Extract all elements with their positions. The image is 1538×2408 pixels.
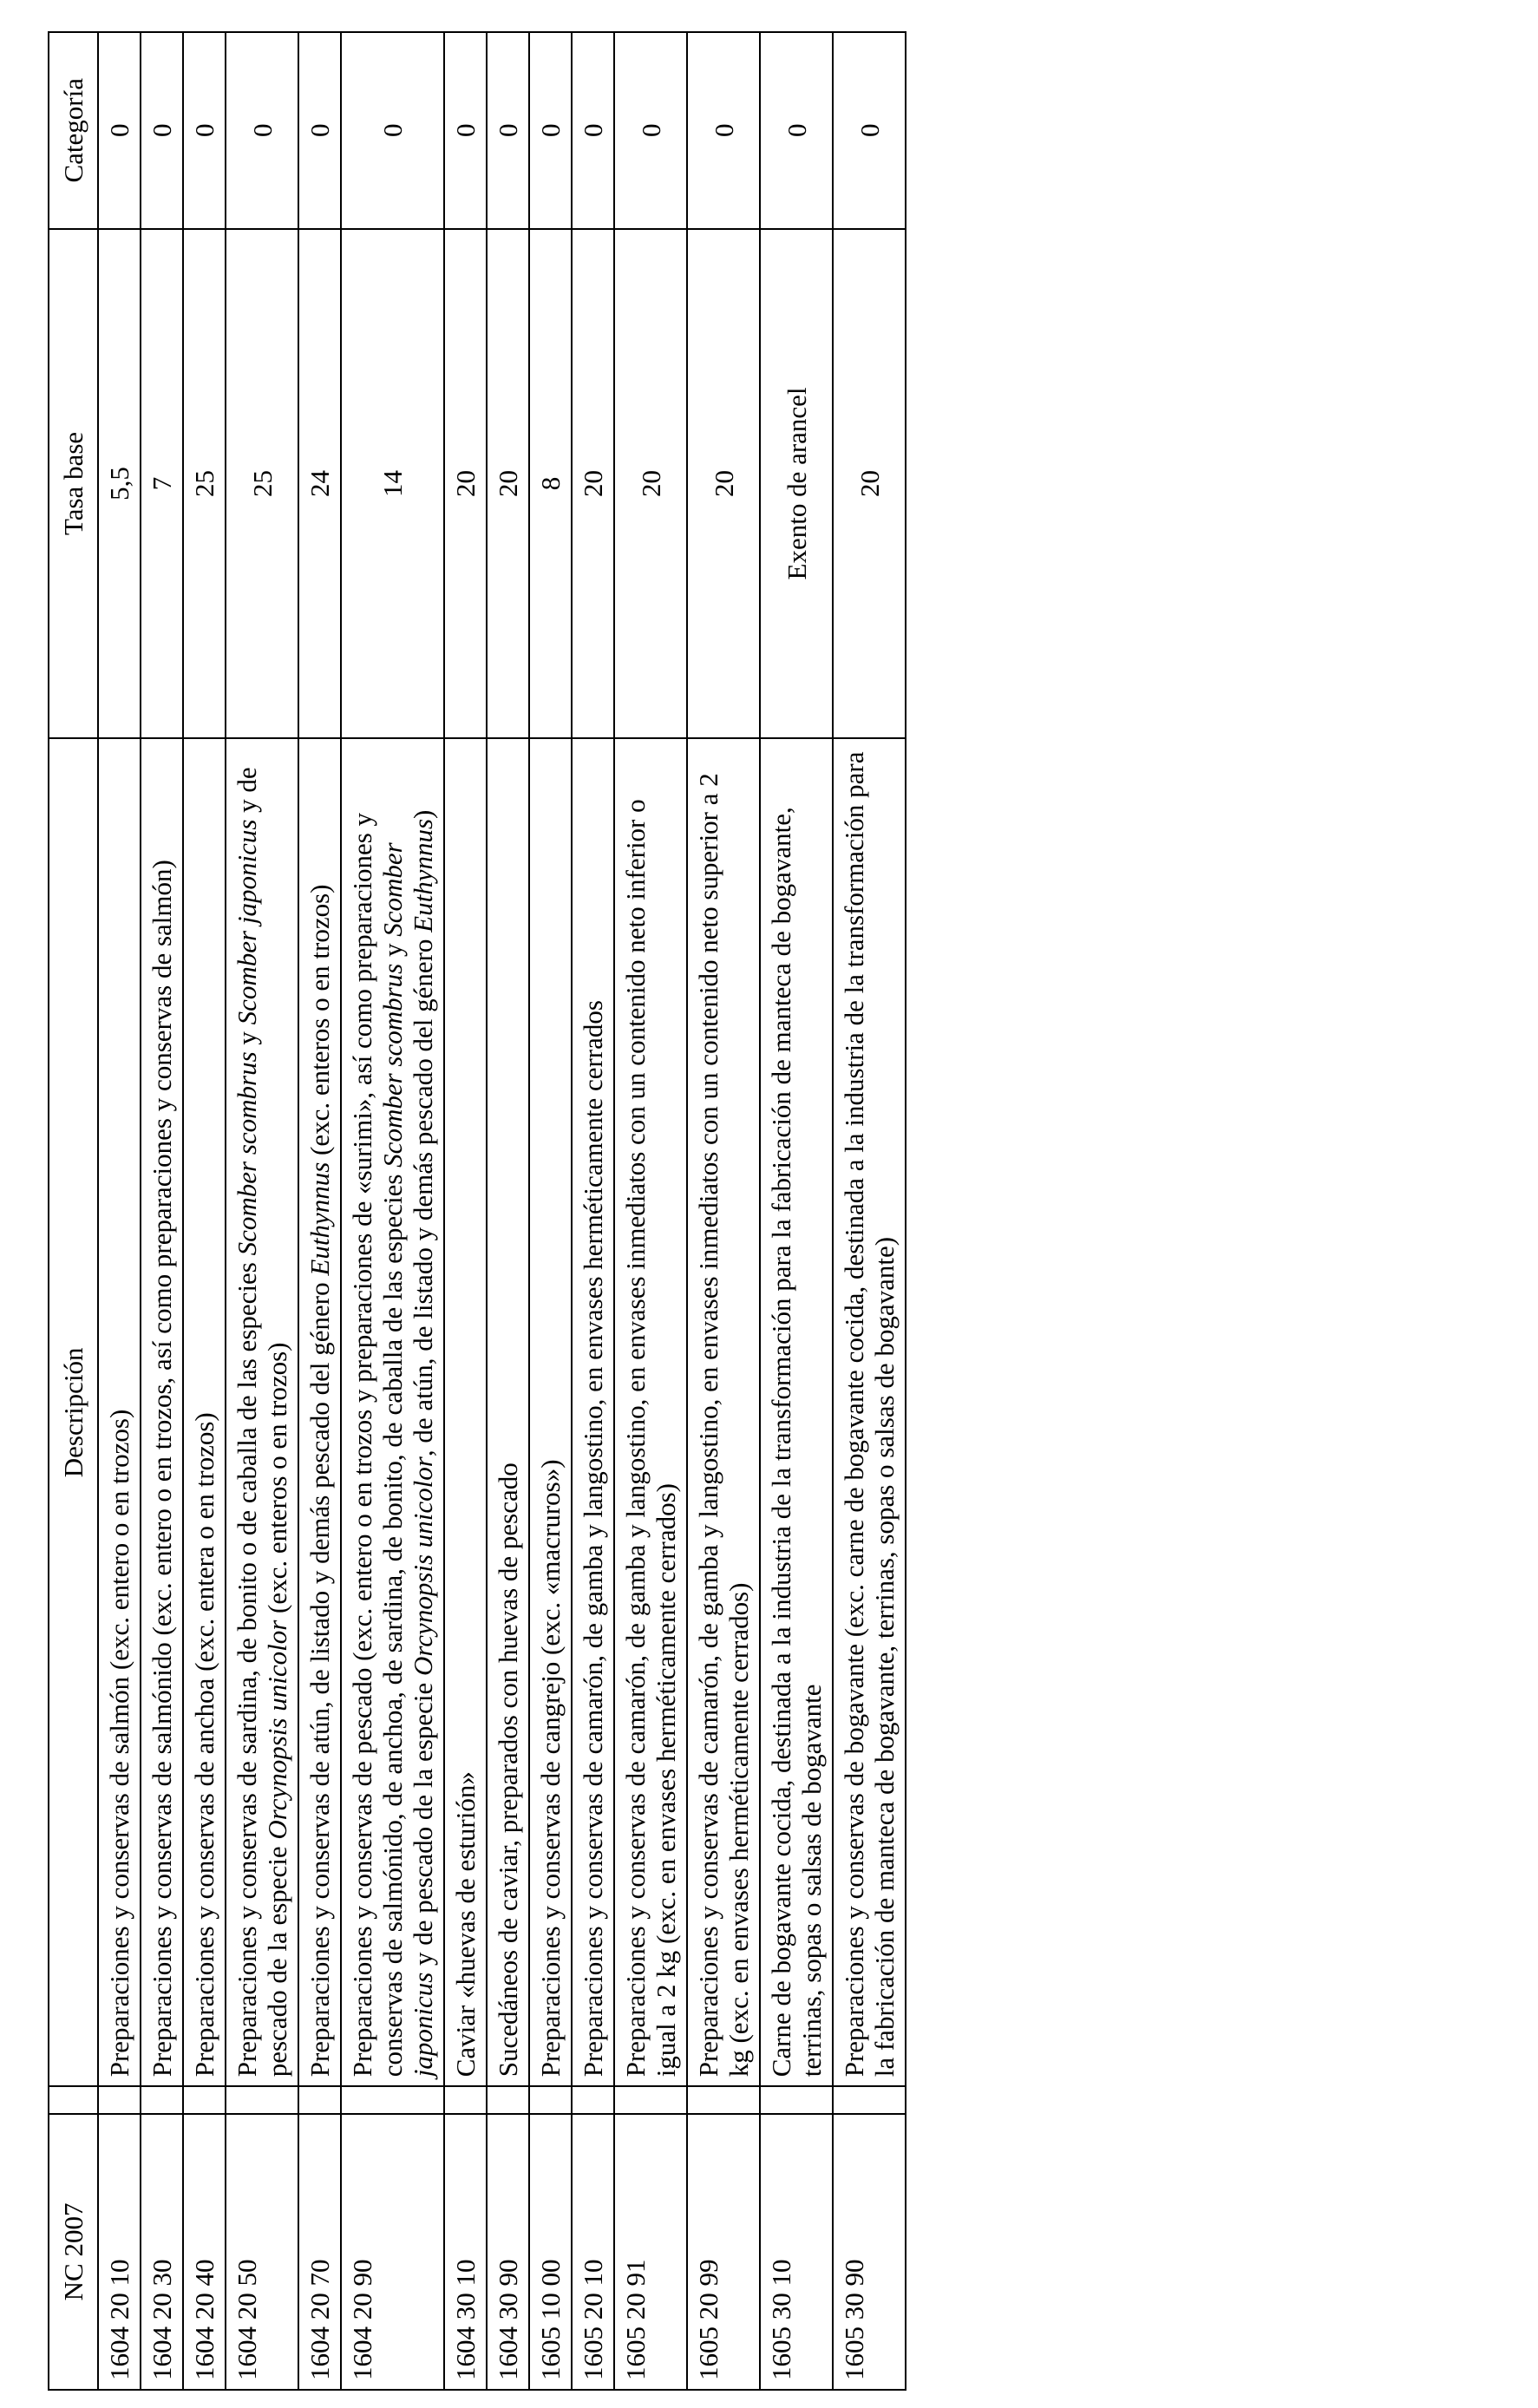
description-text: Preparaciones y conservas de salmónido (exc. entero o en trozos, así como preparaciones y conservas de salmón) xyxy=(147,860,178,2078)
tasa-base-cell: 20 xyxy=(572,229,614,739)
tasa-base-cell: 25 xyxy=(226,229,298,739)
description-cell xyxy=(444,738,487,2086)
description-cell xyxy=(298,738,341,2086)
tasa-base-cell: 20 xyxy=(687,229,760,739)
header-nc-2007: NC 2007 xyxy=(49,2114,98,2390)
table-row xyxy=(98,32,141,2390)
description-text: y de pescado de la especie xyxy=(408,1676,439,1973)
categoria-cell: 0 xyxy=(760,32,833,229)
description-cell xyxy=(687,738,760,2086)
categoria-cell: 0 xyxy=(529,32,572,229)
categoria-cell: 0 xyxy=(98,32,141,229)
spacer-cell xyxy=(572,2086,614,2114)
spacer-cell xyxy=(529,2086,572,2114)
description-cell xyxy=(614,738,687,2086)
header-tasa-base: Tasa base xyxy=(49,229,98,739)
description-cell xyxy=(341,738,444,2086)
spacer-cell xyxy=(833,2086,906,2114)
description-text: , de atún, de listado y demás pescado del género xyxy=(408,932,439,1457)
description-text: ) xyxy=(408,809,439,819)
tasa-base-cell: 25 xyxy=(183,229,226,739)
tasa-base-cell: 20 xyxy=(833,229,906,739)
description-cell xyxy=(141,738,183,2086)
spacer-cell xyxy=(687,2086,760,2114)
species-name-italic: Scomber scombrus xyxy=(232,1051,263,1256)
spacer-cell xyxy=(760,2086,833,2114)
header-row xyxy=(49,32,98,2390)
species-name-italic: Orcynopsis unicolor xyxy=(408,1456,439,1676)
description-cell xyxy=(487,738,529,2086)
table-row xyxy=(529,32,572,2390)
table-row xyxy=(687,32,760,2390)
description-text: y xyxy=(377,936,409,964)
header-spacer xyxy=(49,2086,98,2114)
categoria-cell: 0 xyxy=(298,32,341,229)
spacer-cell xyxy=(444,2086,487,2114)
nc-code-cell: 1604 20 30 xyxy=(141,2114,183,2390)
tasa-base-cell: 20 xyxy=(444,229,487,739)
tasa-base-cell: 14 xyxy=(341,229,444,739)
spacer-cell xyxy=(341,2086,444,2114)
table-row xyxy=(444,32,487,2390)
spacer-cell xyxy=(614,2086,687,2114)
tasa-base-cell: 20 xyxy=(487,229,529,739)
nc-code-cell: 1604 30 10 xyxy=(444,2114,487,2390)
nc-code-cell: 1604 20 40 xyxy=(183,2114,226,2390)
description-text: Preparaciones y conservas de anchoa (exc. entera o en trozos) xyxy=(189,1412,220,2078)
description-cell xyxy=(572,738,614,2086)
categoria-cell: 0 xyxy=(341,32,444,229)
species-name-italic: Euthynnus xyxy=(408,818,439,932)
description-text: Preparaciones y conservas de camarón, de gamba y langostino, en envases inmediatos con un contenido neto superior a 2 kg (exc. en envases herméticamente cerrados) xyxy=(693,773,755,2078)
categoria-cell: 0 xyxy=(226,32,298,229)
description-text: Preparaciones y conservas de atún, de listado y demás pescado del género xyxy=(304,1275,336,2078)
categoria-cell: 0 xyxy=(833,32,906,229)
categoria-cell: 0 xyxy=(444,32,487,229)
table-row xyxy=(298,32,341,2390)
table-row xyxy=(487,32,529,2390)
categoria-cell: 0 xyxy=(141,32,183,229)
description-text: Preparaciones y conservas de salmón (exc. entero o en trozos) xyxy=(104,1409,135,2078)
table-row xyxy=(183,32,226,2390)
tasa-base-cell: 7 xyxy=(141,229,183,739)
description-text: Sucedáneos de caviar, preparados con huevas de pescado xyxy=(493,1462,524,2078)
nc-code-cell: 1604 20 90 xyxy=(341,2114,444,2390)
tariff-table xyxy=(48,31,906,2391)
header-categoria: Categoría xyxy=(49,32,98,229)
nc-code-cell: 1605 10 00 xyxy=(529,2114,572,2390)
tasa-base-cell: 24 xyxy=(298,229,341,739)
spacer-cell xyxy=(183,2086,226,2114)
spacer-cell xyxy=(226,2086,298,2114)
description-text: (exc. enteros o en trozos) xyxy=(304,884,336,1162)
nc-code-cell: 1604 20 50 xyxy=(226,2114,298,2390)
categoria-cell: 0 xyxy=(687,32,760,229)
description-text: y xyxy=(232,1024,263,1052)
table-row xyxy=(572,32,614,2390)
table-row xyxy=(341,32,444,2390)
nc-code-cell: 1605 20 91 xyxy=(614,2114,687,2390)
description-cell xyxy=(98,738,141,2086)
description-text: Preparaciones y conservas de camarón, de gamba y langostino, en envases herméticamente cerrados xyxy=(578,1000,609,2078)
species-name-italic: Scomber japonicus xyxy=(377,842,439,2078)
description-cell xyxy=(529,738,572,2086)
spacer-cell xyxy=(141,2086,183,2114)
categoria-cell: 0 xyxy=(614,32,687,229)
table-row xyxy=(614,32,687,2390)
description-cell xyxy=(760,738,833,2086)
description-text: Preparaciones y conservas de sardina, de bonito o de caballa de las especies xyxy=(232,1255,263,2078)
species-name-italic: Scomber scombrus xyxy=(377,963,409,1168)
table-body xyxy=(98,32,906,2390)
species-name-italic: Scomber japonicus xyxy=(232,819,263,1025)
tasa-base-cell: Exento de arancel xyxy=(760,229,833,739)
tasa-base-cell: 8 xyxy=(529,229,572,739)
description-text: (exc. enteros o en trozos) xyxy=(262,1342,293,1620)
description-cell xyxy=(226,738,298,2086)
nc-code-cell: 1604 30 90 xyxy=(487,2114,529,2390)
table-row xyxy=(760,32,833,2390)
tasa-base-cell: 5,5 xyxy=(98,229,141,739)
description-text: Preparaciones y conservas de bogavante (exc. carne de bogavante cocida, destinada a la industria de la transformación para la fabricación de manteca de bogavante, terrinas, sopas o salsas de bogavante) xyxy=(839,751,900,2078)
nc-code-cell: 1605 20 10 xyxy=(572,2114,614,2390)
species-name-italic: Euthynnus xyxy=(304,1161,336,1276)
description-cell xyxy=(833,738,906,2086)
description-text: Preparaciones y conservas de cangrejo (exc. «macruros») xyxy=(535,1459,566,2078)
categoria-cell: 0 xyxy=(487,32,529,229)
spacer-cell xyxy=(98,2086,141,2114)
description-text: Caviar «huevas de esturión» xyxy=(450,1771,481,2078)
categoria-cell: 0 xyxy=(572,32,614,229)
description-text: Preparaciones y conservas de camarón, de gamba y langostino, en envases inmediatos con un contenido neto inferior o igual a 2 kg (exc. en envases herméticamente cerrados) xyxy=(620,799,682,2078)
nc-code-cell: 1605 30 90 xyxy=(833,2114,906,2390)
table-row xyxy=(226,32,298,2390)
description-cell xyxy=(183,738,226,2086)
species-name-italic: Orcynopsis unicolor xyxy=(262,1620,293,1840)
table-row xyxy=(141,32,183,2390)
description-text: Preparaciones y conservas de pescado (exc. entero o en trozos y preparaciones de «surimi», así como preparaciones y conservas de salmónido, de anchoa, de sardina, de bonito, de caballa de las especies xyxy=(347,812,409,2078)
nc-code-cell: 1605 30 10 xyxy=(760,2114,833,2390)
spacer-cell xyxy=(487,2086,529,2114)
nc-code-cell: 1604 20 70 xyxy=(298,2114,341,2390)
table-row xyxy=(833,32,906,2390)
tasa-base-cell: 20 xyxy=(614,229,687,739)
header-descripcion: Descripción xyxy=(49,738,98,2086)
description-text: y de pescado de la especie xyxy=(232,767,293,2078)
spacer-cell xyxy=(298,2086,341,2114)
categoria-cell: 0 xyxy=(183,32,226,229)
description-text: Carne de bogavante cocida, destinada a la industria de la transformación para la fabricación de manteca de bogavante, terrinas, sopas o salsas de bogavante xyxy=(766,807,828,2078)
nc-code-cell: 1605 20 99 xyxy=(687,2114,760,2390)
nc-code-cell: 1604 20 10 xyxy=(98,2114,141,2390)
